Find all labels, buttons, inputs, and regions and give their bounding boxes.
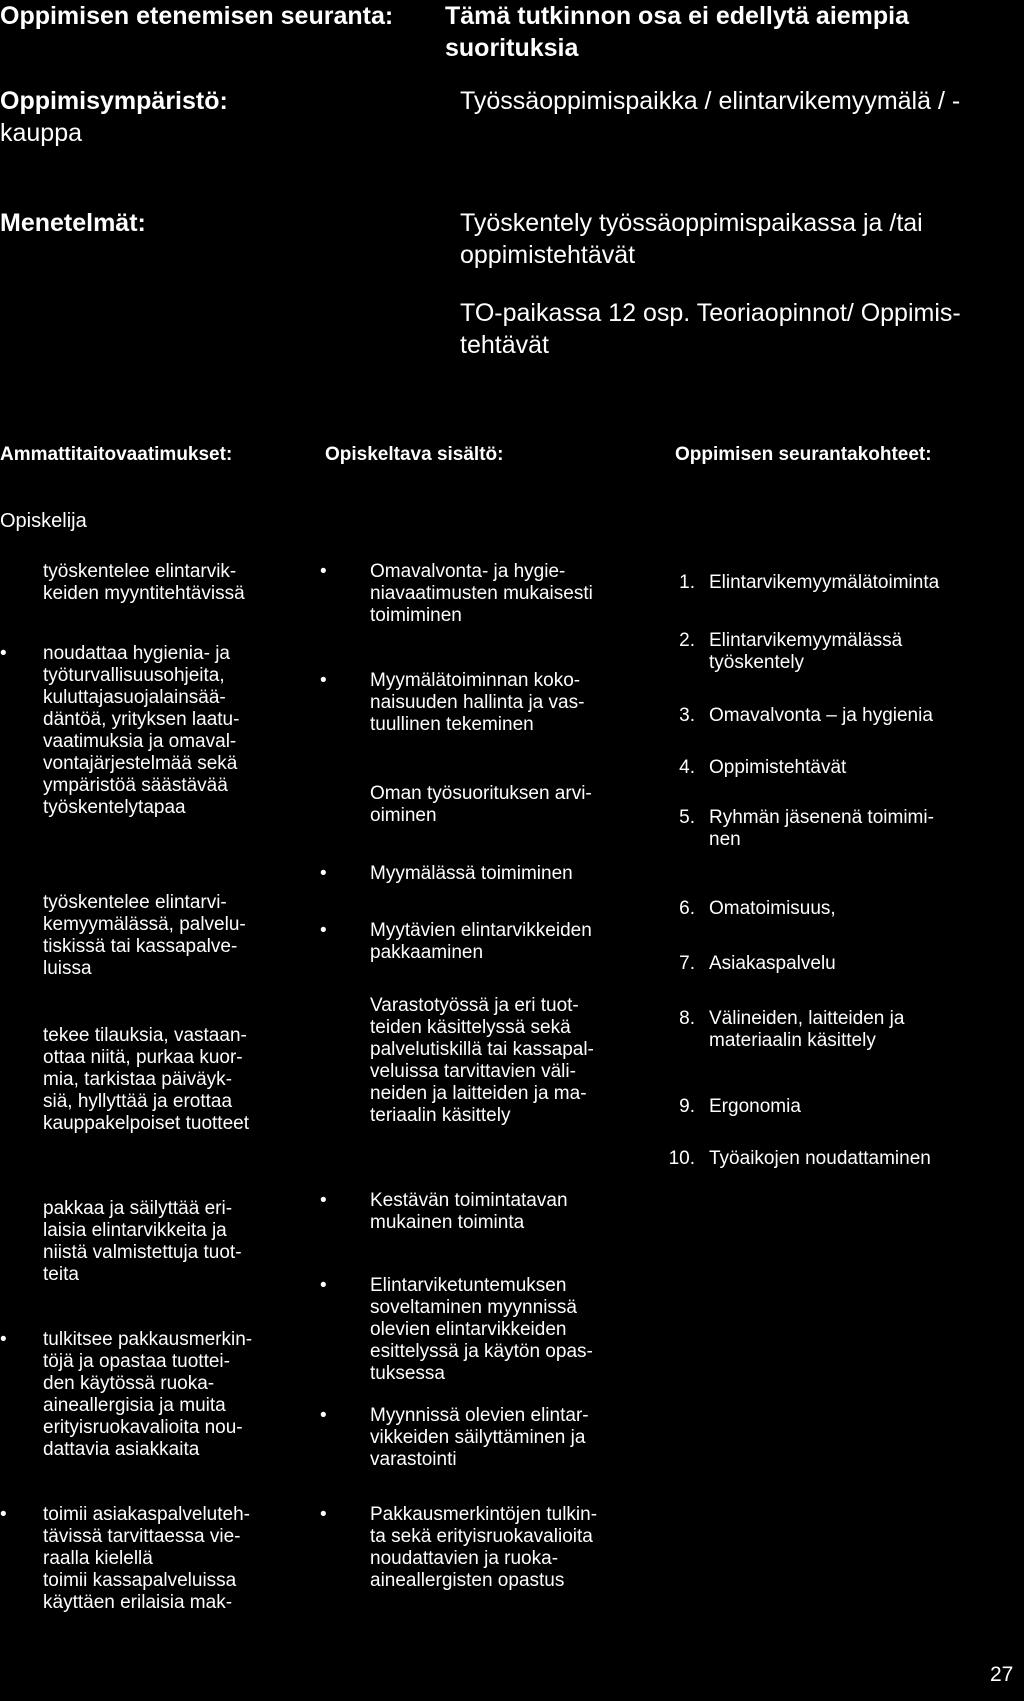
tracking-line: nen (709, 829, 741, 850)
content-line: Varastotyössä ja eri tuot- (370, 995, 579, 1016)
methods-value-line1: Työskentely työssäoppimispaikassa ja /tai (460, 209, 923, 237)
tracking-line: Omavalvonta – ja hygienia (709, 705, 933, 726)
tracking-value: Tämä tutkinnon osa ei edellytä aiempia suorituksia (445, 2, 910, 62)
requirement-line: tävissä tarvittaessa vie- (43, 1526, 241, 1547)
item-number: 7. (679, 953, 695, 974)
bullet: • (320, 1405, 327, 1426)
requirement-line: erityisruokavalioita nou- (43, 1417, 243, 1438)
requirement-line: toimii asiakaspalveluteh- (43, 1504, 250, 1525)
col-header-requirements: Ammattitaitovaatimukset: (0, 444, 233, 465)
requirement-line: aineallergisia ja muita (43, 1395, 226, 1416)
bullet: • (0, 643, 7, 664)
content-line: Myynnissä olevien elintar- (370, 1405, 589, 1426)
content-line: veluissa tarvittavien väli- (370, 1061, 576, 1082)
content-line: mukainen toiminta (370, 1212, 525, 1233)
requirement-line: pakkaa ja säilyttää eri- (43, 1198, 233, 1219)
content-line: tuksessa (370, 1363, 445, 1384)
tracking-line: Omatoimisuus, (709, 898, 836, 919)
item-number: 8. (679, 1008, 695, 1029)
requirement-line: ympäristöä säästävää (43, 775, 228, 796)
requirement-line: työskentelytapaa (43, 797, 186, 818)
requirement-line: kuluttajasuojalainsää- (43, 687, 226, 708)
content-line: Myymälässä toimiminen (370, 863, 573, 884)
requirement-line: dattavia asiakkaita (43, 1439, 200, 1460)
item-number: 10. (668, 1148, 695, 1169)
requirement-line: työskentelee elintarvi- (43, 892, 227, 913)
tracking-line: Ryhmän jäsenenä toimimi- (709, 807, 934, 828)
bullet: • (320, 863, 327, 884)
content-line: soveltaminen myynnissä (370, 1297, 577, 1318)
tracking-line: materiaalin käsittely (709, 1030, 876, 1051)
content-line: teiden käsittelyssä sekä (370, 1017, 571, 1038)
tracking-line: Elintarvikemyymälätoiminta (709, 572, 940, 593)
bullet: • (320, 920, 327, 941)
item-number: 1. (679, 572, 695, 593)
item-number: 3. (679, 705, 695, 726)
item-number: 4. (679, 757, 695, 778)
requirement-line: raalla kielellä (43, 1548, 153, 1569)
bullet: • (320, 1275, 327, 1296)
requirement-line: käyttäen erilaisia mak- (43, 1592, 233, 1613)
requirement-line: ottaa niitä, purkaa kuor- (43, 1047, 243, 1068)
bullet: • (320, 561, 327, 582)
requirement-line: kauppakelpoiset tuotteet (43, 1113, 249, 1134)
requirement-line: siä, hyllyttää ja erottaa (43, 1091, 233, 1112)
content-line: teriaalin käsittely (370, 1105, 511, 1126)
content-line: Myytävien elintarvikkeiden (370, 920, 592, 941)
bullet: • (320, 1190, 327, 1211)
requirement-line: noudattaa hygienia- ja (43, 643, 230, 664)
requirement-line: niistä valmistettuja tuot- (43, 1242, 242, 1263)
tracking-line: Elintarvikemyymälässä (709, 630, 903, 651)
item-number: 6. (679, 898, 695, 919)
col-header-contents: Opiskeltava sisältö: (325, 444, 504, 465)
environment-label: Oppimisympäristö: (0, 87, 228, 115)
requirement-line: tekee tilauksia, vastaan- (43, 1025, 247, 1046)
requirement-line: teita (43, 1264, 79, 1285)
item-number: 5. (679, 807, 695, 828)
content-line: Myymälätoiminnan koko- (370, 670, 581, 691)
requirement-line: työturvallisuusohjeita, (43, 665, 225, 686)
content-line: naisuuden hallinta ja vas- (370, 692, 585, 713)
requirement-line: vaatimuksia ja omaval- (43, 731, 237, 752)
methods-value-line4: tehtävät (460, 331, 549, 359)
content-line: ta sekä erityisruokavalioita (370, 1526, 593, 1547)
environment-value-line1: Työssäoppimispaikka / elintarvikemyymälä / - (460, 87, 961, 115)
content-line: palvelutiskillä tai kassapal- (370, 1039, 594, 1060)
content-line: niavaatimusten mukaisesti (370, 583, 593, 604)
tracking-label: Oppimisen etenemisen seuranta: (0, 2, 394, 30)
student-label: Opiskelija (0, 510, 87, 532)
requirement-line: toimii kassapalveluissa (43, 1570, 237, 1591)
methods-value-line2: oppimistehtävät (460, 241, 636, 269)
content-line: aineallergisten opastus (370, 1570, 565, 1591)
requirement-line: luissa (43, 958, 92, 979)
content-line: esittelyssä ja käytön opas- (370, 1341, 593, 1362)
content-line: olevien elintarvikkeiden (370, 1319, 567, 1340)
content-line: toimiminen (370, 605, 462, 626)
tracking-line: työskentely (709, 652, 805, 673)
content-line: oiminen (370, 805, 437, 826)
content-line: Omavalvonta- ja hygie- (370, 561, 566, 582)
item-number: 9. (679, 1096, 695, 1117)
content-line: tuullinen tekeminen (370, 714, 534, 735)
bullet: • (0, 1329, 7, 1350)
content-line: Elintarviketuntemuksen (370, 1275, 567, 1296)
content-line: Pakkausmerkintöjen tulkin- (370, 1504, 598, 1525)
tracking-line: Työaikojen noudattaminen (709, 1148, 931, 1169)
tracking-line: Välineiden, laitteiden ja (709, 1008, 905, 1029)
page-number: 27 (990, 1663, 1014, 1686)
requirement-line: kemyymälässä, palvelu- (43, 914, 246, 935)
content-line: noudattavien ja ruoka- (370, 1548, 559, 1569)
tracking-line: Oppimistehtävät (709, 757, 847, 778)
col-header-tracking: Oppimisen seurantakohteet: (675, 444, 932, 465)
requirement-line: töjä ja opastaa tuottei- (43, 1351, 230, 1372)
requirement-line: däntöä, yrityksen laatu- (43, 709, 240, 730)
tracking-line: Ergonomia (709, 1096, 801, 1117)
content-line: vikkeiden säilyttäminen ja (370, 1427, 586, 1448)
methods-value-line3: TO-paikassa 12 osp. Teoriaopinnot/ Oppimis- (460, 299, 961, 327)
environment-value-line2: kauppa (0, 119, 83, 147)
requirement-line: laisia elintarvikkeita ja (43, 1220, 227, 1241)
requirement-line: mia, tarkistaa päiväyk- (43, 1069, 233, 1090)
bullet: • (320, 1504, 327, 1525)
requirement-line: tulkitsee pakkausmerkin- (43, 1329, 253, 1350)
requirement-line: den käytössä ruoka- (43, 1373, 215, 1394)
item-number: 2. (679, 630, 695, 651)
content-line: Oman työsuorituksen arvi- (370, 783, 592, 804)
content-line: neiden ja laitteiden ja ma- (370, 1083, 587, 1104)
requirement-line: työskentelee elintarvik- (43, 561, 237, 582)
content-line: Kestävän toimintatavan (370, 1190, 568, 1211)
requirement-line: vontajärjestelmää sekä (43, 753, 238, 774)
content-line: pakkaaminen (370, 942, 484, 963)
bullet: • (0, 1504, 7, 1525)
bullet: • (320, 670, 327, 691)
content-line: varastointi (370, 1449, 457, 1470)
requirement-line: keiden myyntitehtävissä (43, 583, 245, 604)
methods-label: Menetelmät: (0, 209, 146, 237)
requirement-line: tiskissä tai kassapalve- (43, 936, 238, 957)
tracking-line: Asiakaspalvelu (709, 953, 836, 974)
